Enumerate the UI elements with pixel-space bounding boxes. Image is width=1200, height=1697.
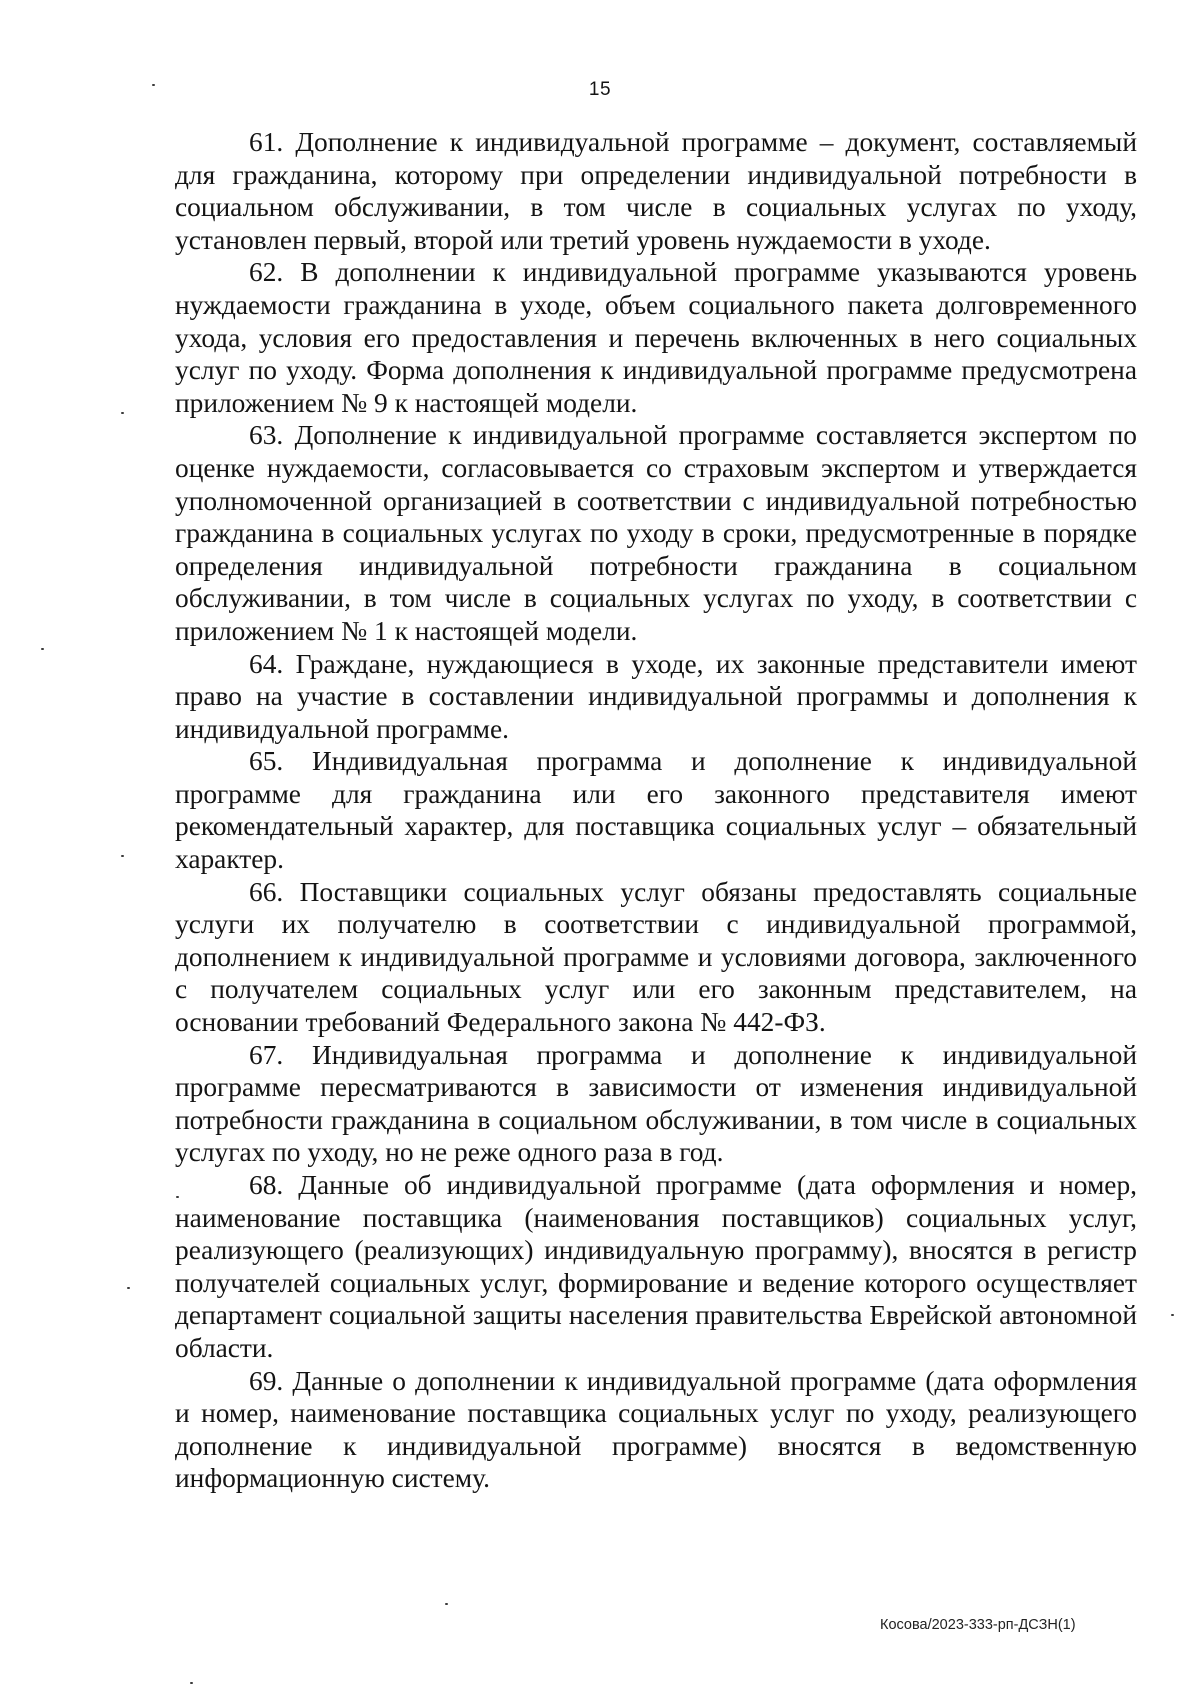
document-reference: Косова/2023-333-рп-ДСЗН(1) — [880, 1617, 1076, 1633]
paragraph-63: 63. Дополнение к индивидуальной программе составляется экспертом по оценке нуждаемости, согласовывается со страховым экспертом и утверждается уполномоченной организацией в соответствии с индивидуальной потребностью гражданина в социальных услугах по уходу в сроки, предусмотренные в порядке определения индивидуальной потребности гражданина в социальном обслуживании, в том числе в социальных услугах по уходу, в соответствии с приложением № 1 к настоящей модели. — [175, 420, 1137, 646]
paragraph-64: 64. Граждане, нуждающиеся в уходе, их законные представители имеют право на участие в составлении индивидуальной программы и дополнения к индивидуальной программе. — [175, 648, 1137, 744]
scan-speck — [445, 1603, 448, 1605]
scan-speck — [121, 855, 124, 857]
document-body — [175, 126, 1137, 1495]
scan-speck — [41, 648, 44, 650]
paragraph-62: 62. В дополнении к индивидуальной программе указываются уровень нуждаемости гражданина в уходе, объем социального пакета долговременного ухода, условия его предоставления и перечень включенных в него социальных услуг по уходу. Форма дополнения к индивидуальной программе предусмотрена приложением № 9 к настоящей модели. — [175, 257, 1137, 418]
paragraph-67: 67. Индивидуальная программа и дополнение к индивидуальной программе пересматриваются в зависимости от изменения индивидуальной потребности гражданина в социальном обслуживании, в том числе в социальных услугах по уходу, но не реже одного раза в год. — [175, 1039, 1137, 1168]
scan-speck — [152, 84, 155, 86]
paragraph-61: 61. Дополнение к индивидуальной программе – документ, составляемый для гражданина, которому при определении индивидуальной потребности в социальном обслуживании, в том числе в социальных услугах по уходу, установлен первый, второй или третий уровень нуждаемости в уходе. — [175, 127, 1137, 255]
page-number: 15 — [588, 79, 612, 100]
scan-speck — [176, 1196, 179, 1198]
scan-speck — [121, 412, 124, 414]
scan-speck — [127, 1287, 130, 1289]
paragraph-66: 66. Поставщики социальных услуг обязаны предоставлять социальные услуги их получателю в соответствии с индивидуальной программой, дополнением к индивидуальной программе и условиями договора, заключенного с получателем социальных услуг или его законным представителем, на основании требований Федерального закона № 442-ФЗ. — [175, 876, 1137, 1038]
paragraph-68: 68. Данные об индивидуальной программе (дата оформления и номер, наименование поставщика (наименования поставщиков) социальных услуг, реализующего (реализующих) индивидуальную программу), вносятся в регистр получателей социальных услуг, формирование и ведение которого осуществляет департамент социальной защиты населения правительства Еврейской автономной области. — [175, 1170, 1137, 1363]
scan-speck — [1171, 1314, 1174, 1316]
paragraph-69: 69. Данные о дополнении к индивидуальной программе (дата оформления и номер, наименование поставщика социальных услуг по уходу, реализующего дополнение к индивидуальной программе) вносятся в ведомственную информационную систему. — [175, 1365, 1137, 1494]
paragraph-65: 65. Индивидуальная программа и дополнение к индивидуальной программе для гражданина или его законного представителя имеют рекомендательный характер, для поставщика социальных услуг – обязательный характер. — [175, 746, 1137, 875]
scan-speck — [190, 1682, 193, 1684]
